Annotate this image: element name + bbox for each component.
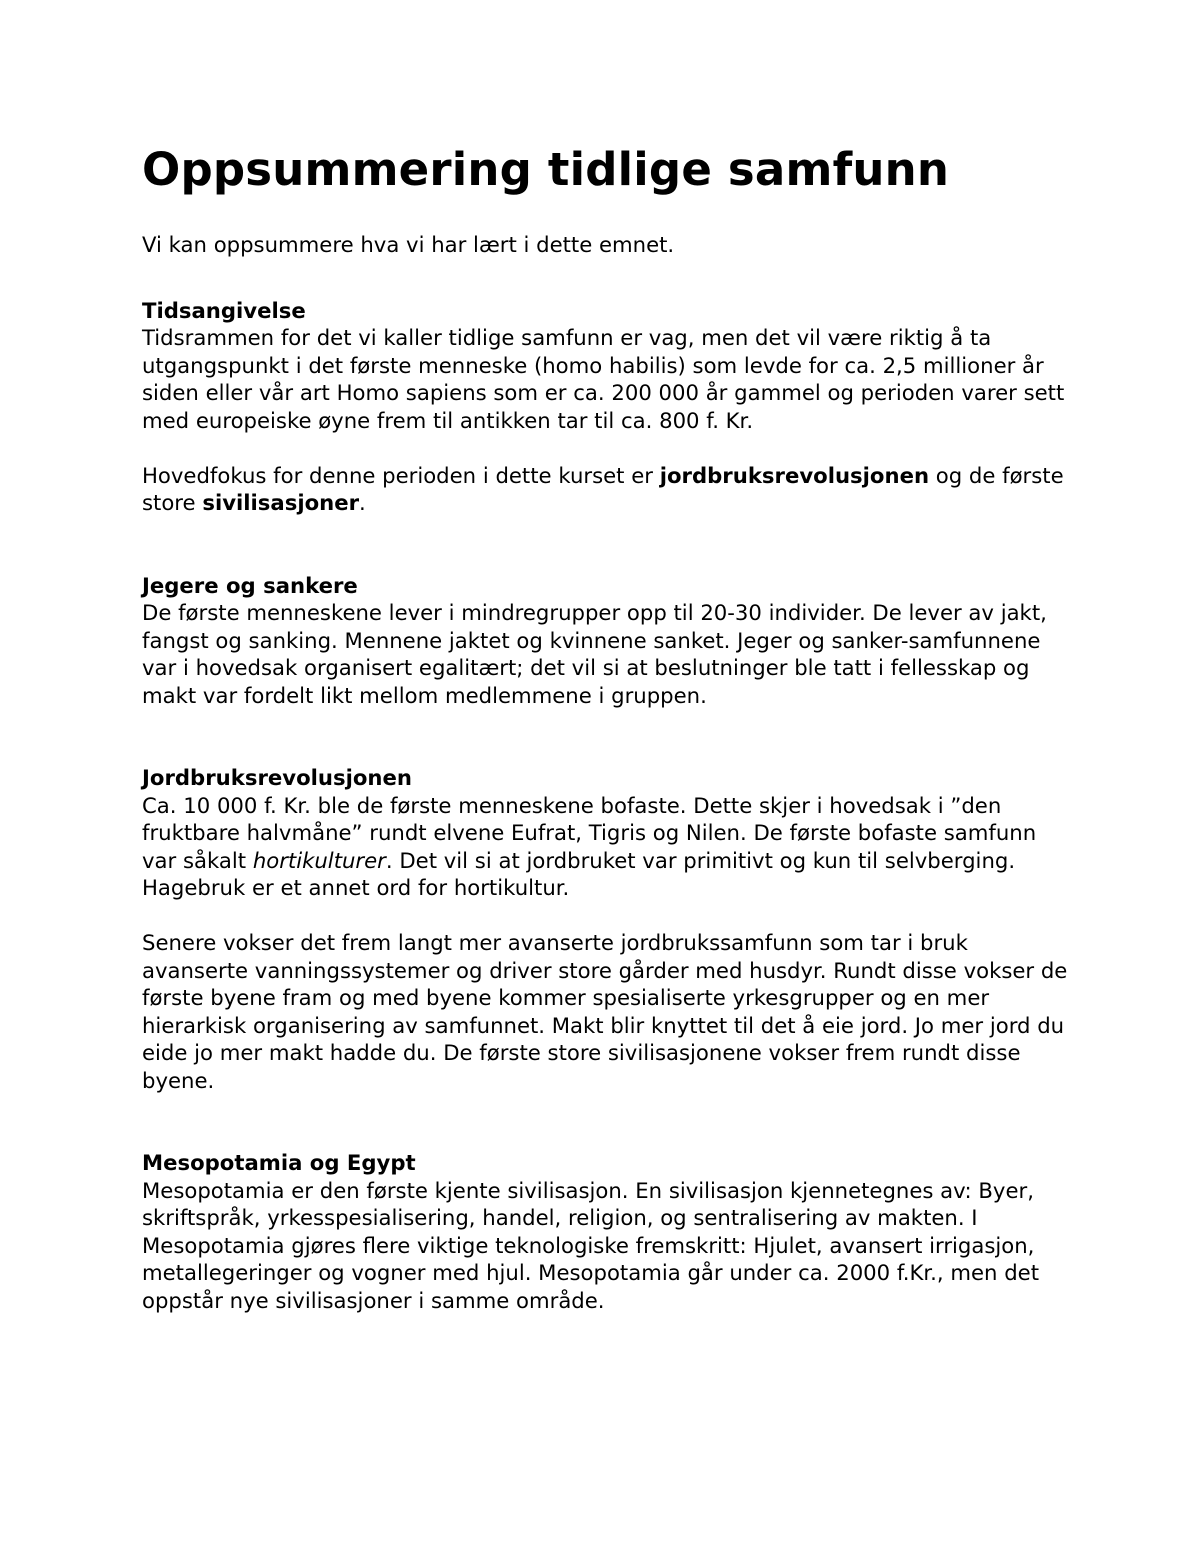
- jordbruk-paragraph-2: Senere vokser det frem langt mer avanserte jordbrukssamfunn som tar i bruk avanserte vanningssystemer og driver store gårder med husdyr. Rundt disse vokser de første byene fram og med byene kommer spesialiserte yrkesgrupper og en mer hierarkisk organisering av samfunnet. Makt blir knyttet til det å eie jord. Jo mer jord du eide jo mer makt hadde du. De første store sivilisasjonene vokser frem rundt disse byene.: [142, 930, 1068, 1093]
- section-jegere: [142, 572, 1072, 710]
- document-title: Oppsummering tidlige samfunn: [142, 143, 950, 196]
- text-run: . Det vil si at jordbruket var primitivt og kun til selvberging. Hagebruk er et annet ord for hortikultur.: [142, 847, 1016, 900]
- bold-term-jordbruksrevolusjonen: jordbruksrevolusjonen: [659, 462, 930, 488]
- text-run: Ca. 10 000 f. Kr. ble de første menneskene bofaste. Dette skjer i hovedsak i ”den fruktbare halvmåne” rundt elvene Eufrat, Tigris og Nilen. De første bofaste samfunn var såkalt: [142, 792, 1037, 873]
- text-run: .: [359, 490, 366, 515]
- italic-term-hortikulturer: hortikulturer: [252, 847, 386, 873]
- text-run: Hovedfokus for denne perioden i dette kurset er: [142, 462, 660, 488]
- document-content: [142, 140, 1072, 1314]
- section-heading: Jordbruksrevolusjonen: [142, 765, 412, 790]
- section-body: De første menneskene lever i mindregrupper opp til 20-30 individer. De lever av jakt, fangst og sanking. Mennene jaktet og kvinnene sanket. Jeger og sanker-samfunnene var i hovedsak organisert egalitært; det vil si at beslutninger ble tatt i fellesskap og makt var fordelt likt mellom medlemmene i gruppen.: [142, 600, 1047, 708]
- text-run: og de første store: [142, 462, 1064, 515]
- section-body: Tidsrammen for det vi kaller tidlige samfunn er vag, men det vil være riktig å ta utgangspunkt i det første menneske (homo habilis) som levde for ca. 2,5 millioner år siden eller vår art Homo sapiens som er ca. 200 000 år gammel og perioden varer sett med europeiske øyne frem til antikken tar til ca. 800 f. Kr.: [142, 325, 1065, 433]
- section-tidsangivelse: [142, 297, 1072, 435]
- section-heading: Tidsangivelse: [142, 297, 306, 323]
- hovedfokus-paragraph: [142, 462, 1072, 517]
- bold-term-sivilisasjoner: sivilisasjoner: [202, 490, 360, 515]
- intro-paragraph: Vi kan oppsummere hva vi har lært i dette emnet.: [142, 232, 675, 257]
- section-body: Mesopotamia er den første kjente sivilisasjon. En sivilisasjon kjennetegnes av: Byer, skriftspråk, yrkesspesialisering, handel, religion, og sentralisering av makten. I Mesopotamia gjøres flere viktige teknologiske fremskritt: Hjulet, avansert irrigasjon, metallegeringer og vogner med hjul. Mesopotamia går under ca. 2000 f.Kr., men det oppstår nye sivilisasjoner i samme område.: [142, 1177, 1040, 1313]
- section-mesopotamia: [142, 1149, 1072, 1314]
- section-heading: Mesopotamia og Egypt: [142, 1150, 416, 1175]
- section-heading: Jegere og sankere: [142, 572, 358, 598]
- section-jordbruk: [142, 764, 1072, 902]
